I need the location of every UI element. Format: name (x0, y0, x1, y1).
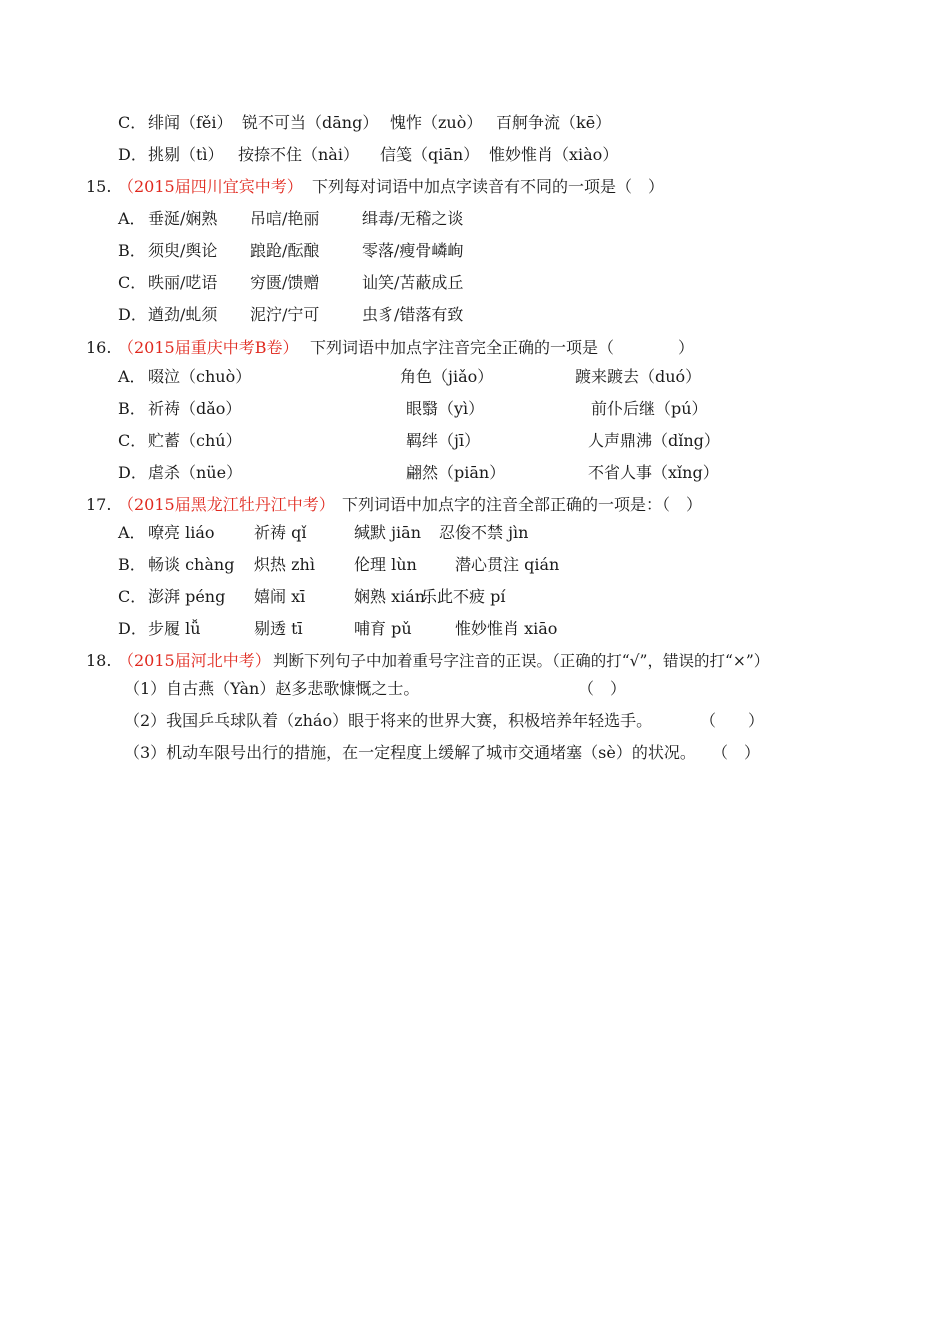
question-source: （2015届河北中考） (118, 651, 271, 670)
option-label: C． (118, 273, 147, 292)
option-word: 不省人事（xǐng） (588, 463, 719, 482)
option-word: 踱来踱去（duó） (575, 367, 702, 386)
option-word: 垂涎/娴熟 (148, 209, 218, 228)
option-label: B． (118, 399, 146, 418)
option-word: 步履 lǚ (148, 619, 201, 638)
option-word: 须臾/舆论 (148, 241, 218, 260)
option-word: 零落/瘦骨嶙峋 (362, 241, 464, 260)
option-word: 乐此不疲 pí (421, 587, 506, 606)
question-number: 15. (86, 177, 112, 196)
question-stem: 判断下列句子中加着重号字注音的正误。（正确的打“√”，错误的打“×”） (273, 652, 770, 670)
option-word: 惟妙惟肖（xiào） (489, 145, 619, 164)
question-number: 16. (86, 338, 112, 357)
option-label: A． (118, 367, 146, 386)
option-word: 畅谈 chàng (148, 555, 235, 574)
option-word: 翩然（piān） (406, 463, 506, 482)
option-word: 吊唁/艳丽 (250, 209, 320, 228)
option-word: 讪笑/苫蔽成丘 (362, 273, 464, 292)
option-word: 角色（jiǎo） (400, 367, 494, 386)
option-word: 虐杀（nüe） (148, 463, 243, 482)
option-word: 愧怍（zuò） (390, 113, 483, 132)
option-word: 炽热 zhì (254, 555, 315, 574)
sentence-text: （2）我国乒乓球队着（zháo）眼于将来的世界大赛，积极培养年轻选手。 (124, 711, 653, 730)
option-word: 信笺（qiān） (380, 145, 480, 164)
option-label: C． (118, 113, 147, 132)
option-word: 昳丽/呓语 (148, 273, 218, 292)
question-stem: 下列词语中加点字的注音全部正确的一项是：（ ） (342, 495, 703, 514)
answer-blank: （ ） (700, 711, 765, 730)
option-label: A． (118, 209, 146, 228)
option-label: A． (118, 523, 146, 542)
option-word: 缄默 jiān (354, 523, 422, 542)
option-word: 穷匮/馈赠 (250, 273, 320, 292)
question-number: 17. (86, 495, 112, 514)
option-word: 澎湃 péng (148, 587, 226, 606)
option-word: 缉毒/无稽之谈 (362, 209, 464, 228)
question-stem: 下列每对词语中加点字读音有不同的一项是（ ） (312, 177, 665, 196)
option-word: 伦理 lùn (354, 555, 417, 574)
option-label: C． (118, 587, 147, 606)
option-label: B． (118, 555, 146, 574)
question-source: （2015届黑龙江牡丹江中考） (118, 495, 335, 514)
question-source: （2015届四川宜宾中考） (118, 177, 303, 196)
option-word: 遒劲/虬须 (148, 305, 218, 324)
option-word: 祈祷 qǐ (254, 523, 307, 542)
option-word: 惟妙惟肖 xiāo (455, 619, 558, 638)
option-word: 百舸争流（kē） (496, 113, 612, 132)
option-word: 眼翳（yì） (406, 399, 485, 418)
option-word: 前仆后继（pú） (591, 399, 708, 418)
option-word: 锐不可当（dāng） (242, 113, 379, 132)
option-word: 啜泣（chuò） (148, 367, 252, 386)
option-label: D． (118, 305, 147, 324)
option-word: 贮蓄（chú） (148, 431, 242, 450)
option-word: 嘹亮 liáo (148, 523, 215, 542)
option-word: 忍俊不禁 jìn (439, 523, 529, 542)
option-word: 剔透 tī (254, 619, 303, 638)
option-word: 虫豸/错落有致 (362, 305, 464, 324)
question-stem: 下列词语中加点字注音完全正确的一项是（ ） (310, 338, 695, 357)
option-word: 绯闻（fěi） (148, 113, 233, 132)
option-word: 潜心贯注 qián (455, 555, 560, 574)
answer-blank: （ ） (712, 743, 761, 762)
question-number: 18. (86, 651, 112, 670)
sentence-text: （1）自古燕（Yàn）赵多悲歌慷慨之士。 (124, 679, 420, 698)
option-word: 祈祷（dǎo） (148, 399, 242, 418)
option-word: 踉跄/酝酿 (250, 241, 320, 260)
option-word: 嬉闹 xī (254, 587, 306, 606)
option-word: 人声鼎沸（dǐng） (588, 431, 720, 450)
option-label: C． (118, 431, 147, 450)
option-word: 泥泞/宁可 (250, 305, 320, 324)
option-word: 哺育 pǔ (354, 619, 412, 638)
answer-blank: （ ） (578, 679, 627, 698)
question-source: （2015届重庆中考B卷） (118, 338, 299, 357)
option-word: 挑剔（tì） (148, 145, 224, 164)
option-label: D． (118, 463, 147, 482)
sentence-text: （3）机动车限号出行的措施，在一定程度上缓解了城市交通堵塞（sè）的状况。 (124, 743, 696, 762)
option-label: D． (118, 145, 147, 164)
option-word: 羁绊（jī） (406, 431, 481, 450)
option-label: B． (118, 241, 146, 260)
option-label: D． (118, 619, 147, 638)
option-word: 按捺不住（nài） (238, 145, 359, 164)
option-word: 娴熟 xián (354, 587, 426, 606)
